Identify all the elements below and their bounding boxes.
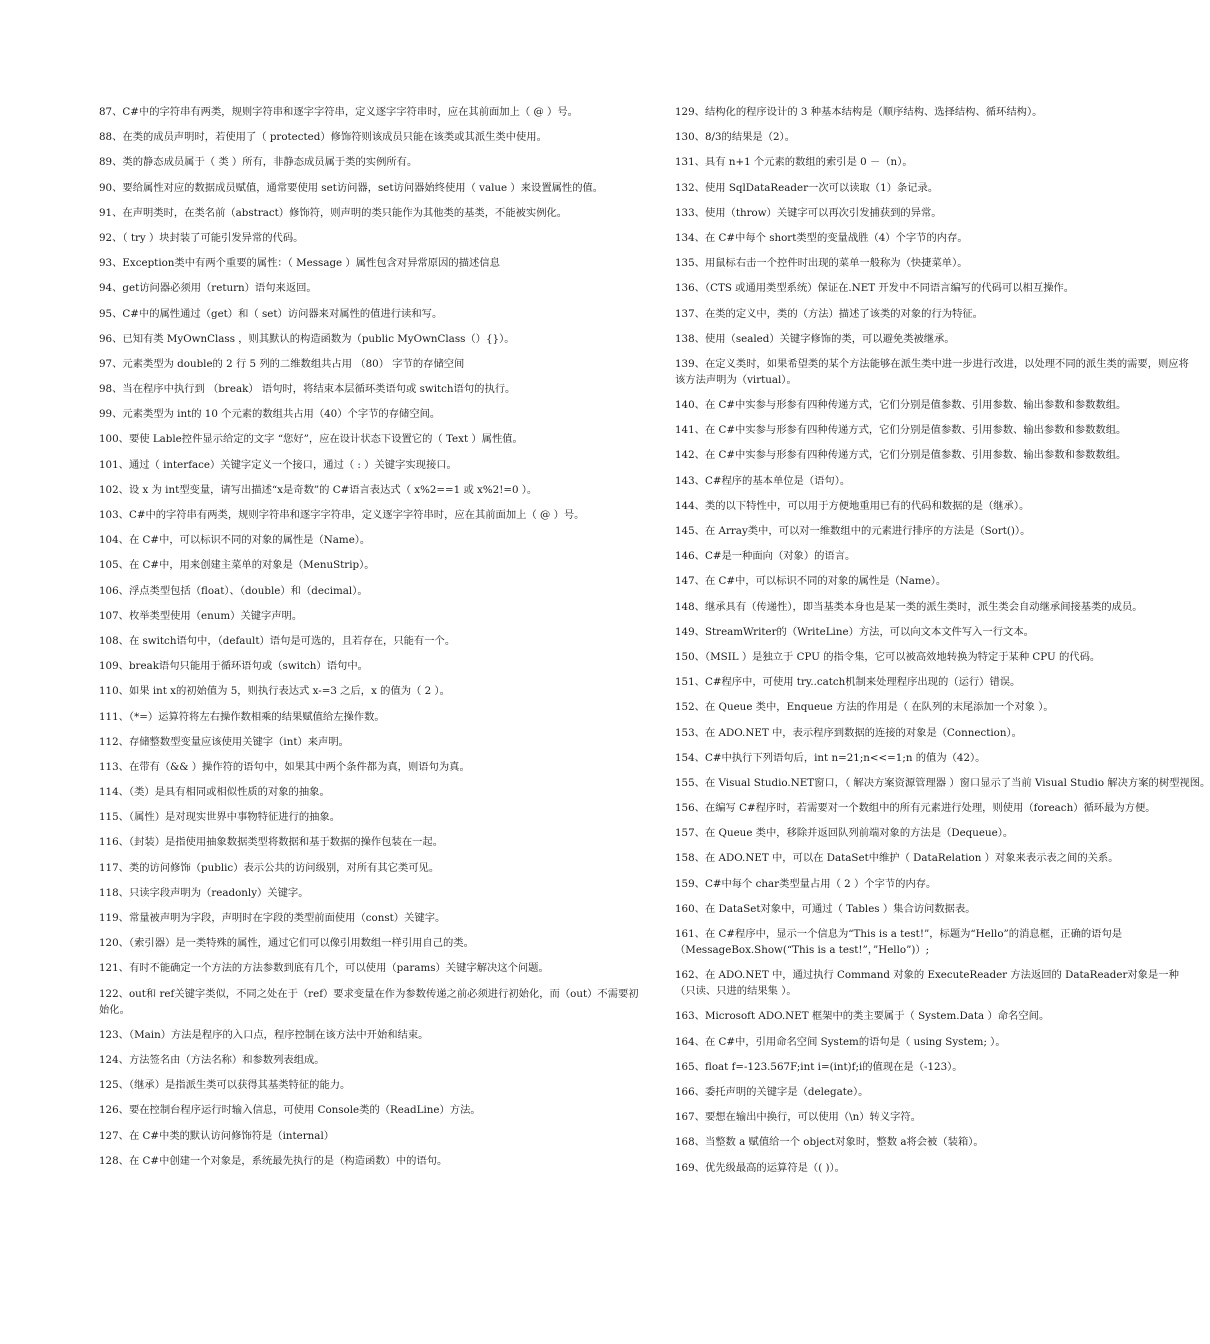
question-item: 102、设 x 为 int型变量，请写出描述“x是奇数”的 C#语言表达式（ x%2==1 或 x%2!=0 ）。 xyxy=(99,483,538,496)
question-item: 148、继承具有（传递性），即当基类本身也是某一类的派生类时，派生类会自动继承间接基类的成员。 xyxy=(675,600,1143,613)
question-item: 144、类的以下特性中，可以用于方便地重用已有的代码和数据的是（继承）。 xyxy=(675,499,1030,512)
question-item: 169、优先级最高的运算符是（( )）。 xyxy=(675,1161,845,1174)
question-item: 127、在 C#中类的默认访问修饰符是（internal） xyxy=(99,1129,335,1142)
question-item: 111、（*=）运算符将左右操作数相乘的结果赋值给左操作数。 xyxy=(99,710,385,723)
question-item: 143、C#程序的基本单位是（语句）。 xyxy=(675,474,851,487)
question-item: 123、（Main）方法是程序的入口点，程序控制在该方法中开始和结束。 xyxy=(99,1028,429,1041)
question-item: 112、存储整数型变量应该使用关键字（int）来声明。 xyxy=(99,735,349,748)
question-item: 93、Exception类中有两个重要的属性：（ Message ）属性包含对异常原因的描述信息 xyxy=(99,257,500,270)
question-item: 92、（ try ）块封装了可能引发异常的代码。 xyxy=(99,231,304,244)
question-item: 131、具有 n+1 个元素的数组的索引是 0 －（n）。 xyxy=(675,156,913,169)
question-item: 135、用鼠标右击一个控件时出现的菜单一般称为（快捷菜单）。 xyxy=(675,257,968,270)
question-item: 136、（CTS 或通用类型系统）保证在.NET 开发中不同语言编写的代码可以相互操作。 xyxy=(675,282,1075,295)
question-item: 162、在 ADO.NET 中，通过执行 Command 对象的 ExecuteReader 方法返回的 DataReader对象是一种（只读、只进的结果集 ）。 xyxy=(675,969,1179,998)
question-item: 146、C#是一种面向（对象）的语言。 xyxy=(675,550,856,563)
question-item: 163、Microsoft ADO.NET 框架中的类主要属于（ System.Data ）命名空间。 xyxy=(675,1010,1050,1023)
question-item: 115、（属性）是对现实世界中事物特征进行的抽象。 xyxy=(99,811,341,824)
question-item: 166、委托声明的关键字是（delegate）。 xyxy=(675,1085,869,1098)
question-item: 90、要给属性对应的数据成员赋值，通常要使用 set访问器，set访问器始终使用（ value ）来设置属性的值。 xyxy=(99,181,604,194)
question-item: 104、在 C#中，可以标识不同的对象的属性是（Name）。 xyxy=(99,534,371,547)
question-item: 107、枚举类型使用（enum）关键字声明。 xyxy=(99,609,303,622)
question-item: 97、元素类型为 double的 2 行 5 列的二维数组共占用 （80） 字节的存储空间 xyxy=(99,357,465,370)
question-item: 161、在 C#程序中，显示一个信息为“This is a test!”，标题为“Hello”的消息框，正确的语句是（MessageBox.Show(“This is a test!”，”Hello”)）; xyxy=(675,928,1123,956)
question-item: 140、在 C#中实参与形参有四种传递方式，它们分别是值参数、引用参数、输出参数和参数数组。 xyxy=(675,399,1127,412)
question-item: 124、方法签名由（方法名称）和参数列表组成。 xyxy=(99,1053,325,1066)
question-item: 133、使用（throw）关键字可以再次引发捕获到的异常。 xyxy=(675,206,942,219)
question-item: 159、C#中每个 char类型量占用（ 2 ）个字节的内存。 xyxy=(675,877,937,890)
question-item: 164、在 C#中，引用命名空间 System的语句是（ using System; ）。 xyxy=(675,1035,1006,1048)
right-question-column xyxy=(675,104,1210,1185)
question-item: 116、（封装）是指使用抽象数据类型将数据和基于数据的操作包装在一起。 xyxy=(99,836,444,849)
question-item: 153、在 ADO.NET 中，表示程序到数据的连接的对象是（Connection）。 xyxy=(675,726,1022,739)
question-item: 119、常量被声明为字段，声明时在字段的类型前面使用（const）关键字。 xyxy=(99,912,446,924)
question-item: 105、在 C#中，用来创建主菜单的对象是（MenuStrip）。 xyxy=(99,559,375,572)
question-item: 150、（MSIL ）是独立于 CPU 的指令集，它可以被高效地转换为特定于某种 CPU 的代码。 xyxy=(675,650,1101,663)
question-item: 149、StreamWriter的（WriteLine）方法，可以向文本文件写入一行文本。 xyxy=(675,625,1034,638)
question-item: 139、在定义类时，如果希望类的某个方法能够在派生类中进一步进行改进，以处理不同的派生类的需要，则应将该方法声明为（virtual）。 xyxy=(675,357,1189,386)
question-item: 113、在带有（&& ）操作符的语句中，如果其中两个条件都为真，则语句为真。 xyxy=(99,760,470,773)
question-item: 156、在编写 C#程序时，若需要对一个数组中的所有元素进行处理，则使用（foreach）循环最为方便。 xyxy=(675,802,1156,815)
question-item: 132、使用 SqlDataReader一次可以读取（1）条记录。 xyxy=(675,181,939,194)
question-item: 106、浮点类型包括（float）、（double）和（decimal）。 xyxy=(99,584,368,597)
question-item: 154、C#中执行下列语句后，int n=21;n<<=1;n 的值为（42）。 xyxy=(675,751,986,764)
question-item: 157、在 Queue 类中，移除并返回队列前端对象的方法是（Dequeue）。 xyxy=(675,827,1014,840)
question-item: 165、float f=-123.567F;int i=(int)f;i的值现在是（-123）。 xyxy=(675,1060,963,1073)
question-item: 109、break语句只能用于循环语句或（switch）语句中。 xyxy=(99,660,368,673)
question-item: 142、在 C#中实参与形参有四种传递方式，它们分别是值参数、引用参数、输出参数和参数数组。 xyxy=(675,449,1127,462)
question-item: 145、在 Array类中，可以对一维数组中的元素进行排序的方法是（Sort()）。 xyxy=(675,525,1031,537)
question-item: 87、C#中的字符串有两类，规则字符串和逐字字符串，定义逐字字符串时，应在其前面加上（ @ ）号。 xyxy=(99,106,578,118)
question-item: 118、只读字段声明为（readonly）关键字。 xyxy=(99,886,309,899)
question-item: 100、要使 Lable控件显示给定的文字 “您好”，应在设计状态下设置它的（ Text ）属性值。 xyxy=(99,433,523,446)
question-item: 152、在 Queue 类中，Enqueue 方法的作用是（ 在队列的末尾添加一个对象 ）。 xyxy=(675,701,1054,714)
question-item: 117、类的访问修饰（public）表示公共的访问级别，对所有其它类可见。 xyxy=(99,861,440,874)
question-item: 89、类的静态成员属于（ 类 ）所有，非静态成员属于类的实例所有。 xyxy=(99,156,418,169)
question-item: 110、如果 int x的初始值为 5，则执行表达式 x-=3 之后，x 的值为（ 2 ）。 xyxy=(99,685,450,698)
question-item: 88、在类的成员声明时，若使用了（ protected）修饰符则该成员只能在该类或其派生类中使用。 xyxy=(99,131,547,144)
question-item: 120、（索引器）是一类特殊的属性，通过它们可以像引用数组一样引用自己的类。 xyxy=(99,937,474,950)
question-item: 167、要想在输出中换行，可以使用（\n）转义字符。 xyxy=(675,1111,921,1124)
question-item: 121、有时不能确定一个方法的方法参数到底有几个，可以使用（params）关键字解决这个问题。 xyxy=(99,962,549,975)
question-item: 160、在 DataSet对象中，可通过（ Tables ）集合访问数据表。 xyxy=(675,902,976,915)
question-item: 91、在声明类时，在类名前（abstract）修饰符，则声明的类只能作为其他类的基类，不能被实例化。 xyxy=(99,206,568,219)
question-item: 147、在 C#中，可以标识不同的对象的属性是（Name）。 xyxy=(675,575,947,588)
question-item: 95、C#中的属性通过（get）和（ set）访问器来对属性的值进行读和写。 xyxy=(99,307,443,320)
question-item: 129、结构化的程序设计的 3 种基本结构是（顺序结构、选择结构、循环结构）。 xyxy=(675,106,1043,118)
question-item: 126、要在控制台程序运行时输入信息，可使用 Console类的（ReadLine）方法。 xyxy=(99,1104,481,1117)
question-item: 155、在 Visual Studio.NET窗口，（ 解决方案资源管理器 ）窗口显示了当前 Visual Studio 解决方案的树型视图。 xyxy=(675,776,1210,789)
question-item: 122、out和 ref关键字类似，不同之处在于（ref）要求变量在作为参数传递之前必须进行初始化，而（out）不需要初始化。 xyxy=(99,987,639,1016)
question-item: 99、元素类型为 int的 10 个元素的数组共占用（40）个字节的存储空间。 xyxy=(99,408,441,421)
question-item: 128、在 C#中创建一个对象是，系统最先执行的是（构造函数）中的语句。 xyxy=(99,1154,448,1167)
question-item: 98、当在程序中执行到 （break） 语句时，将结束本层循环类语句或 switch语句的执行。 xyxy=(99,383,516,396)
question-item: 134、在 C#中每个 short类型的变量战胜（4）个字节的内存。 xyxy=(675,231,968,244)
question-item: 108、在 switch语句中，（default）语句是可选的，且若存在，只能有一个。 xyxy=(99,634,456,647)
question-item: 101、通过（ interface）关键字定义一个接口，通过（ : ）关键字实现接口。 xyxy=(99,458,457,471)
question-item: 141、在 C#中实参与形参有四种传递方式，它们分别是值参数、引用参数、输出参数和参数数组。 xyxy=(675,424,1127,437)
question-item: 94、get访问器必须用（return）语句来返回。 xyxy=(99,282,317,295)
question-item: 138、使用（sealed）关键字修饰的类，可以避免类被继承。 xyxy=(675,332,955,345)
question-item: 137、在类的定义中，类的（方法）描述了该类的对象的行为特征。 xyxy=(675,307,983,320)
question-item: 96、已知有类 MyOwnClass ，则其默认的构造函数为（public MyOwnClass（）{}）。 xyxy=(99,332,515,345)
question-item: 114、（类）是具有相同或相似性质的对象的抽象。 xyxy=(99,786,330,799)
question-item: 158、在 ADO.NET 中，可以在 DataSet中维护（ DataRelation ）对象来表示表之间的关系。 xyxy=(675,852,1119,865)
left-question-column xyxy=(99,104,644,1178)
question-item: 125、（继承）是指派生类可以获得其基类特征的能力。 xyxy=(99,1079,351,1092)
question-item: 151、C#程序中，可使用 try..catch机制来处理程序出现的（运行）错误。 xyxy=(675,676,1021,689)
question-item: 168、当整数 a 赋值给一个 object对象时，整数 a将会被（装箱）。 xyxy=(675,1136,984,1149)
question-item: 103、C#中的字符串有两类，规则字符串和逐字字符串，定义逐字字符串时，应在其前面加上（ @ ）号。 xyxy=(99,509,585,521)
question-item: 130、8/3的结果是（2）。 xyxy=(675,131,796,144)
